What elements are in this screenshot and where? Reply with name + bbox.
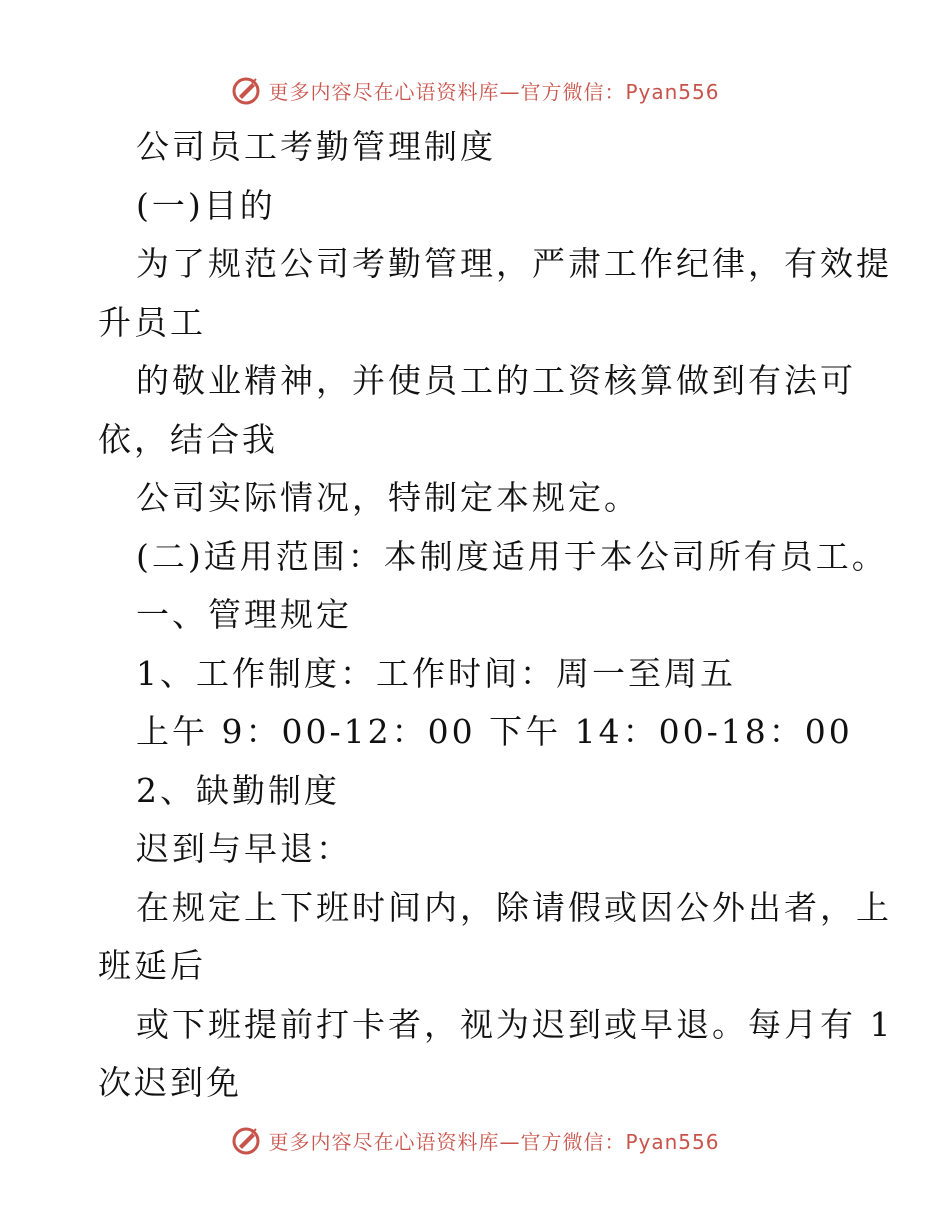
list-item-absence-policy: 2、缺勤制度 <box>136 770 340 810</box>
paragraph-line: 在规定上下班时间内，除请假或因公外出者，上 <box>136 887 892 927</box>
section-heading-purpose: (一)目的 <box>136 185 276 225</box>
pen-swirl-logo-icon <box>230 1124 262 1156</box>
pen-swirl-logo-icon <box>230 74 262 106</box>
paragraph-line: 班延后 <box>98 946 206 985</box>
section-heading-scope: (二)适用范围：本制度适用于本公司所有员工。 <box>136 536 888 576</box>
document-title: 公司员工考勤管理制度 <box>136 127 496 166</box>
footer-watermark-banner <box>0 1120 950 1160</box>
list-item-work-schedule: 1、工作制度：工作时间：周一至周五 <box>136 653 736 693</box>
banner-text: 更多内容尽在心语资料库—官方微信：Pyan556 <box>268 1129 720 1154</box>
paragraph-line: 升员工 <box>98 302 206 342</box>
work-hours-line: 上午 9：00-12：00 下午 14：00-18：00 <box>136 712 853 751</box>
banner-text: 更多内容尽在心语资料库—官方微信：Pyan556 <box>268 79 720 104</box>
document-body <box>0 118 950 1113</box>
paragraph-line: 公司实际情况，特制定本规定。 <box>136 478 640 517</box>
section-heading-rules: 一、管理规定 <box>136 595 352 634</box>
subheading-late-early: 迟到与早退： <box>136 829 352 868</box>
header-watermark-banner <box>0 70 950 110</box>
paragraph-line: 依，结合我 <box>98 419 278 459</box>
paragraph-line: 为了规范公司考勤管理，严肃工作纪律，有效提 <box>136 244 892 283</box>
paragraph-line: 的敬业精神，并使员工的工资核算做到有法可 <box>136 361 856 400</box>
paragraph-line: 或下班提前打卡者，视为迟到或早退。每月有 1 <box>136 1004 894 1044</box>
paragraph-line: 次迟到免 <box>98 1063 242 1102</box>
